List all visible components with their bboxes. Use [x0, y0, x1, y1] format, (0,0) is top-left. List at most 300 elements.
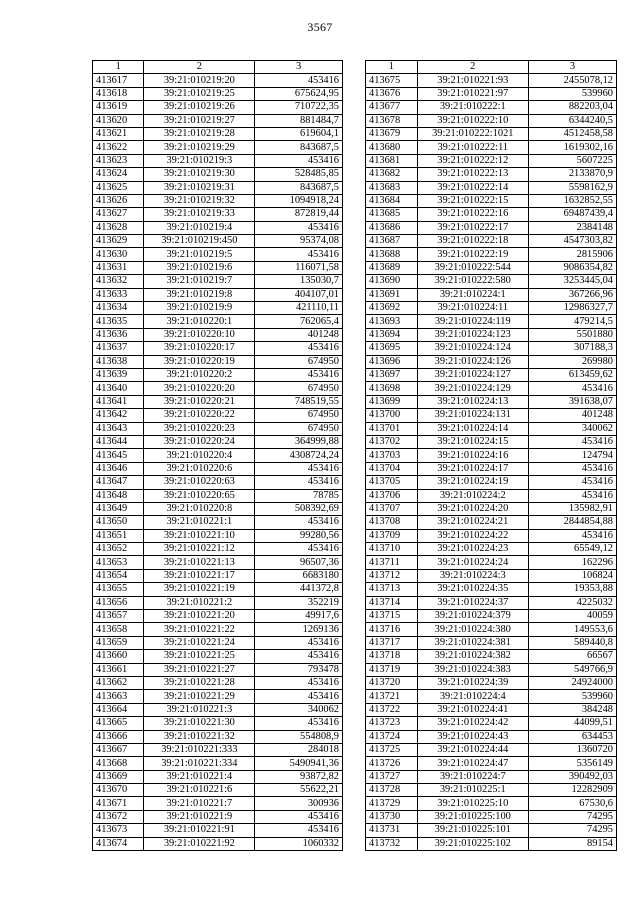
row-number-cell: 413709 — [366, 529, 418, 542]
cadastral-number-cell: 39:21:010224:13 — [417, 395, 528, 408]
cadastral-number-cell: 39:21:010224:16 — [417, 449, 528, 462]
cadastral-number-cell: 39:21:010224:124 — [417, 342, 528, 355]
cadastral-number-cell: 39:21:010221:1 — [144, 516, 255, 529]
row-number-cell: 413719 — [366, 663, 418, 676]
row-number-cell: 413646 — [93, 462, 144, 475]
table-row — [93, 168, 343, 181]
row-number-cell: 413724 — [366, 730, 418, 743]
table-row — [366, 516, 617, 529]
row-number-cell: 413634 — [93, 302, 144, 315]
table-row — [366, 610, 617, 623]
row-number-cell: 413661 — [93, 663, 144, 676]
cadastral-number-cell: 39:21:010222:580 — [417, 275, 528, 288]
table-row — [366, 583, 617, 596]
row-number-cell: 413657 — [93, 610, 144, 623]
cadastral-number-cell: 39:21:010222:19 — [417, 248, 528, 261]
table-row — [93, 810, 343, 823]
cadastral-number-cell: 39:21:010219:450 — [144, 235, 255, 248]
cadastral-number-cell: 39:21:010224:41 — [417, 703, 528, 716]
cadastral-number-cell: 39:21:010219:29 — [144, 141, 255, 154]
value-cell: 748519,55 — [255, 395, 343, 408]
row-number-cell: 413618 — [93, 87, 144, 100]
value-cell: 508392,69 — [255, 502, 343, 515]
cadastral-number-cell: 39:21:010221:24 — [144, 636, 255, 649]
cadastral-number-cell: 39:21:010220:2 — [144, 368, 255, 381]
value-cell: 67530,6 — [528, 797, 616, 810]
registry-table-left — [92, 60, 343, 851]
table-row — [93, 221, 343, 234]
value-cell: 1360720 — [528, 743, 616, 756]
cadastral-number-cell: 39:21:010224:129 — [417, 382, 528, 395]
row-number-cell: 413701 — [366, 422, 418, 435]
row-number-cell: 413695 — [366, 342, 418, 355]
table-row — [93, 690, 343, 703]
value-cell: 74295 — [528, 824, 616, 837]
cadastral-number-cell: 39:21:010224:21 — [417, 516, 528, 529]
cadastral-number-cell: 39:21:010225:100 — [417, 810, 528, 823]
row-number-cell: 413675 — [366, 74, 418, 87]
value-cell: 5356149 — [528, 757, 616, 770]
value-cell: 2384148 — [528, 221, 616, 234]
table-row — [93, 194, 343, 207]
row-number-cell: 413715 — [366, 610, 418, 623]
row-number-cell: 413704 — [366, 462, 418, 475]
value-cell: 710722,35 — [255, 101, 343, 114]
table-header-row — [93, 61, 343, 74]
row-number-cell: 413654 — [93, 569, 144, 582]
table-row — [366, 302, 617, 315]
value-cell: 404107,01 — [255, 288, 343, 301]
table-row — [93, 302, 343, 315]
column-header-2: 2 — [144, 61, 255, 74]
value-cell: 66567 — [528, 650, 616, 663]
value-cell: 453416 — [528, 489, 616, 502]
cadastral-number-cell: 39:21:010221:334 — [144, 757, 255, 770]
table-row — [93, 208, 343, 221]
cadastral-number-cell: 39:21:010224:22 — [417, 529, 528, 542]
table-body-right — [366, 74, 617, 851]
table-row — [93, 489, 343, 502]
column-header-1: 1 — [366, 61, 418, 74]
table-row — [93, 476, 343, 489]
row-number-cell: 413637 — [93, 342, 144, 355]
row-number-cell: 413641 — [93, 395, 144, 408]
table-row — [366, 650, 617, 663]
table-row — [366, 569, 617, 582]
table-row — [366, 355, 617, 368]
value-cell: 453416 — [255, 516, 343, 529]
row-number-cell: 413686 — [366, 221, 418, 234]
value-cell: 384248 — [528, 703, 616, 716]
row-number-cell: 413647 — [93, 476, 144, 489]
table-row — [366, 168, 617, 181]
cadastral-number-cell: 39:21:010222:10 — [417, 114, 528, 127]
cadastral-number-cell: 39:21:010220:10 — [144, 328, 255, 341]
row-number-cell: 413694 — [366, 328, 418, 341]
table-row — [366, 409, 617, 422]
cadastral-number-cell: 39:21:010220:20 — [144, 382, 255, 395]
cadastral-number-cell: 39:21:010221:6 — [144, 784, 255, 797]
column-header-3: 3 — [255, 61, 343, 74]
cadastral-number-cell: 39:21:010225:101 — [417, 824, 528, 837]
cadastral-number-cell: 39:21:010224:3 — [417, 569, 528, 582]
cadastral-number-cell: 39:21:010224:379 — [417, 610, 528, 623]
value-cell: 453416 — [528, 435, 616, 448]
value-cell: 453416 — [255, 636, 343, 649]
row-number-cell: 413705 — [366, 476, 418, 489]
row-number-cell: 413625 — [93, 181, 144, 194]
table-row — [93, 743, 343, 756]
cadastral-number-cell: 39:21:010221:12 — [144, 543, 255, 556]
value-cell: 528485,85 — [255, 168, 343, 181]
table-row — [366, 101, 617, 114]
value-cell: 96507,36 — [255, 556, 343, 569]
table-row — [366, 261, 617, 274]
row-number-cell: 413691 — [366, 288, 418, 301]
value-cell: 589440,8 — [528, 636, 616, 649]
cadastral-number-cell: 39:21:010224:15 — [417, 435, 528, 448]
table-row — [93, 422, 343, 435]
cadastral-number-cell: 39:21:010221:3 — [144, 703, 255, 716]
cadastral-number-cell: 39:21:010224:20 — [417, 502, 528, 515]
table-row — [366, 489, 617, 502]
cadastral-number-cell: 39:21:010220:24 — [144, 435, 255, 448]
value-cell: 453416 — [255, 74, 343, 87]
value-cell: 6344240,5 — [528, 114, 616, 127]
table-row — [93, 636, 343, 649]
value-cell: 307188,3 — [528, 342, 616, 355]
table-row — [366, 208, 617, 221]
row-number-cell: 413631 — [93, 261, 144, 274]
row-number-cell: 413713 — [366, 583, 418, 596]
cadastral-number-cell: 39:21:010221:4 — [144, 770, 255, 783]
cadastral-number-cell: 39:21:010224:24 — [417, 556, 528, 569]
value-cell: 479214,5 — [528, 315, 616, 328]
value-cell: 453416 — [255, 810, 343, 823]
table-row — [93, 543, 343, 556]
value-cell: 453416 — [255, 221, 343, 234]
table-row — [366, 797, 617, 810]
table-row — [366, 74, 617, 87]
value-cell: 453416 — [255, 476, 343, 489]
value-cell: 78785 — [255, 489, 343, 502]
cadastral-number-cell: 39:21:010225:10 — [417, 797, 528, 810]
cadastral-number-cell: 39:21:010224:382 — [417, 650, 528, 663]
value-cell: 401248 — [528, 409, 616, 422]
cadastral-number-cell: 39:21:010224:19 — [417, 476, 528, 489]
registry-table-right — [365, 60, 617, 851]
table-row — [366, 275, 617, 288]
row-number-cell: 413652 — [93, 543, 144, 556]
cadastral-number-cell: 39:21:010219:32 — [144, 194, 255, 207]
cadastral-number-cell: 39:21:010220:19 — [144, 355, 255, 368]
table-row — [366, 690, 617, 703]
value-cell: 453416 — [255, 676, 343, 689]
cadastral-number-cell: 39:21:010221:7 — [144, 797, 255, 810]
table-row — [366, 221, 617, 234]
row-number-cell: 413683 — [366, 181, 418, 194]
value-cell: 1060332 — [255, 837, 343, 850]
value-cell: 872819,44 — [255, 208, 343, 221]
value-cell: 453416 — [255, 462, 343, 475]
value-cell: 300936 — [255, 797, 343, 810]
table-row — [93, 382, 343, 395]
row-number-cell: 413627 — [93, 208, 144, 221]
row-number-cell: 413688 — [366, 248, 418, 261]
row-number-cell: 413711 — [366, 556, 418, 569]
value-cell: 453416 — [255, 650, 343, 663]
row-number-cell: 413685 — [366, 208, 418, 221]
row-number-cell: 413687 — [366, 235, 418, 248]
row-number-cell: 413620 — [93, 114, 144, 127]
cadastral-number-cell: 39:21:010224:39 — [417, 676, 528, 689]
table-row — [366, 342, 617, 355]
value-cell: 453416 — [255, 342, 343, 355]
table-row — [366, 141, 617, 154]
value-cell: 69487439,4 — [528, 208, 616, 221]
row-number-cell: 413710 — [366, 543, 418, 556]
value-cell: 5598162,9 — [528, 181, 616, 194]
value-cell: 793478 — [255, 663, 343, 676]
row-number-cell: 413702 — [366, 435, 418, 448]
cadastral-number-cell: 39:21:010221:25 — [144, 650, 255, 663]
cadastral-number-cell: 39:21:010221:17 — [144, 569, 255, 582]
table-row — [366, 154, 617, 167]
table-row — [93, 556, 343, 569]
table-row — [93, 730, 343, 743]
row-number-cell: 413653 — [93, 556, 144, 569]
row-number-cell: 413626 — [93, 194, 144, 207]
value-cell: 352219 — [255, 596, 343, 609]
value-cell: 4547303,82 — [528, 235, 616, 248]
value-cell: 453416 — [528, 462, 616, 475]
value-cell: 391638,07 — [528, 395, 616, 408]
value-cell: 74295 — [528, 810, 616, 823]
cadastral-number-cell: 39:21:010221:91 — [144, 824, 255, 837]
cadastral-number-cell: 39:21:010220:4 — [144, 449, 255, 462]
column-header-2: 2 — [417, 61, 528, 74]
cadastral-number-cell: 39:21:010222:13 — [417, 168, 528, 181]
table-row — [366, 757, 617, 770]
row-number-cell: 413669 — [93, 770, 144, 783]
row-number-cell: 413621 — [93, 127, 144, 140]
table-row — [366, 248, 617, 261]
cadastral-number-cell: 39:21:010224:7 — [417, 770, 528, 783]
cadastral-number-cell: 39:21:010224:383 — [417, 663, 528, 676]
row-number-cell: 413682 — [366, 168, 418, 181]
value-cell: 135030,7 — [255, 275, 343, 288]
value-cell: 6683180 — [255, 569, 343, 582]
table-row — [93, 328, 343, 341]
table-row — [93, 663, 343, 676]
table-row — [93, 703, 343, 716]
cadastral-number-cell: 39:21:010222:544 — [417, 261, 528, 274]
table-row — [366, 502, 617, 515]
value-cell: 93872,82 — [255, 770, 343, 783]
table-row — [93, 516, 343, 529]
row-number-cell: 413656 — [93, 596, 144, 609]
table-row — [93, 342, 343, 355]
cadastral-number-cell: 39:21:010219:5 — [144, 248, 255, 261]
value-cell: 367266,96 — [528, 288, 616, 301]
row-number-cell: 413667 — [93, 743, 144, 756]
cadastral-number-cell: 39:21:010221:2 — [144, 596, 255, 609]
table-row — [93, 315, 343, 328]
cadastral-number-cell: 39:21:010222:17 — [417, 221, 528, 234]
cadastral-number-cell: 39:21:010224:127 — [417, 368, 528, 381]
row-number-cell: 413650 — [93, 516, 144, 529]
value-cell: 5501880 — [528, 328, 616, 341]
cadastral-number-cell: 39:21:010224:119 — [417, 315, 528, 328]
value-cell: 882203,04 — [528, 101, 616, 114]
table-row — [93, 797, 343, 810]
row-number-cell: 413651 — [93, 529, 144, 542]
cadastral-number-cell: 39:21:010221:28 — [144, 676, 255, 689]
cadastral-number-cell: 39:21:010224:381 — [417, 636, 528, 649]
row-number-cell: 413721 — [366, 690, 418, 703]
row-number-cell: 413674 — [93, 837, 144, 850]
table-row — [366, 663, 617, 676]
row-number-cell: 413677 — [366, 101, 418, 114]
table-row — [93, 275, 343, 288]
value-cell: 2455078,12 — [528, 74, 616, 87]
row-number-cell: 413630 — [93, 248, 144, 261]
cadastral-number-cell: 39:21:010221:13 — [144, 556, 255, 569]
row-number-cell: 413707 — [366, 502, 418, 515]
cadastral-number-cell: 39:21:010219:27 — [144, 114, 255, 127]
table-row — [93, 127, 343, 140]
cadastral-number-cell: 39:21:010220:8 — [144, 502, 255, 515]
table-header-row — [366, 61, 617, 74]
table-row — [366, 717, 617, 730]
row-number-cell: 413717 — [366, 636, 418, 649]
value-cell: 1632852,55 — [528, 194, 616, 207]
table-row — [366, 784, 617, 797]
value-cell: 340062 — [255, 703, 343, 716]
table-row — [93, 529, 343, 542]
row-number-cell: 413699 — [366, 395, 418, 408]
table-row — [93, 235, 343, 248]
row-number-cell: 413663 — [93, 690, 144, 703]
cadastral-number-cell: 39:21:010224:126 — [417, 355, 528, 368]
cadastral-number-cell: 39:21:010222:11 — [417, 141, 528, 154]
row-number-cell: 413689 — [366, 261, 418, 274]
table-row — [93, 596, 343, 609]
value-cell: 453416 — [528, 476, 616, 489]
row-number-cell: 413722 — [366, 703, 418, 716]
cadastral-number-cell: 39:21:010219:30 — [144, 168, 255, 181]
row-number-cell: 413696 — [366, 355, 418, 368]
table-row — [366, 435, 617, 448]
value-cell: 116071,58 — [255, 261, 343, 274]
table-row — [93, 462, 343, 475]
value-cell: 390492,03 — [528, 770, 616, 783]
cadastral-number-cell: 39:21:010222:16 — [417, 208, 528, 221]
row-number-cell: 413698 — [366, 382, 418, 395]
value-cell: 453416 — [255, 717, 343, 730]
row-number-cell: 413649 — [93, 502, 144, 515]
value-cell: 2815906 — [528, 248, 616, 261]
row-number-cell: 413633 — [93, 288, 144, 301]
table-row — [366, 449, 617, 462]
table-row — [366, 382, 617, 395]
value-cell: 89154 — [528, 837, 616, 850]
cadastral-number-cell: 39:21:010224:14 — [417, 422, 528, 435]
row-number-cell: 413619 — [93, 101, 144, 114]
value-cell: 401248 — [255, 328, 343, 341]
row-number-cell: 413664 — [93, 703, 144, 716]
cadastral-number-cell: 39:21:010219:33 — [144, 208, 255, 221]
table-row — [366, 529, 617, 542]
row-number-cell: 413660 — [93, 650, 144, 663]
cadastral-number-cell: 39:21:010221:97 — [417, 87, 528, 100]
row-number-cell: 413638 — [93, 355, 144, 368]
value-cell: 539960 — [528, 87, 616, 100]
row-number-cell: 413632 — [93, 275, 144, 288]
value-cell: 675624,95 — [255, 87, 343, 100]
row-number-cell: 413659 — [93, 636, 144, 649]
cadastral-number-cell: 39:21:010219:26 — [144, 101, 255, 114]
value-cell: 1094918,24 — [255, 194, 343, 207]
value-cell: 843687,5 — [255, 181, 343, 194]
table-row — [93, 676, 343, 689]
cadastral-number-cell: 39:21:010219:8 — [144, 288, 255, 301]
cadastral-number-cell: 39:21:010224:11 — [417, 302, 528, 315]
cadastral-number-cell: 39:21:010224:17 — [417, 462, 528, 475]
row-number-cell: 413731 — [366, 824, 418, 837]
table-row — [93, 784, 343, 797]
row-number-cell: 413666 — [93, 730, 144, 743]
cadastral-number-cell: 39:21:010221:10 — [144, 529, 255, 542]
row-number-cell: 413635 — [93, 315, 144, 328]
value-cell: 5607225 — [528, 154, 616, 167]
table-row — [366, 235, 617, 248]
value-cell: 619604,1 — [255, 127, 343, 140]
table-row — [366, 462, 617, 475]
value-cell: 421110,11 — [255, 302, 343, 315]
value-cell: 674950 — [255, 382, 343, 395]
value-cell: 106824 — [528, 569, 616, 582]
table-row — [366, 743, 617, 756]
cadastral-number-cell: 39:21:010222:1021 — [417, 127, 528, 140]
value-cell: 3253445,04 — [528, 275, 616, 288]
value-cell: 65549,12 — [528, 543, 616, 556]
table-row — [93, 770, 343, 783]
table-row — [93, 395, 343, 408]
value-cell: 340062 — [528, 422, 616, 435]
table-row — [93, 87, 343, 100]
cadastral-number-cell: 39:21:010220:65 — [144, 489, 255, 502]
value-cell: 634453 — [528, 730, 616, 743]
cadastral-number-cell: 39:21:010221:32 — [144, 730, 255, 743]
cadastral-number-cell: 39:21:010220:63 — [144, 476, 255, 489]
table-row — [93, 288, 343, 301]
cadastral-number-cell: 39:21:010224:380 — [417, 623, 528, 636]
row-number-cell: 413692 — [366, 302, 418, 315]
table-row — [93, 449, 343, 462]
table-row — [366, 328, 617, 341]
cadastral-number-cell: 39:21:010224:44 — [417, 743, 528, 756]
table-row — [366, 315, 617, 328]
value-cell: 284018 — [255, 743, 343, 756]
value-cell: 441372,8 — [255, 583, 343, 596]
cadastral-number-cell: 39:21:010224:23 — [417, 543, 528, 556]
row-number-cell: 413716 — [366, 623, 418, 636]
value-cell: 162296 — [528, 556, 616, 569]
table-row — [366, 636, 617, 649]
table-row — [93, 502, 343, 515]
value-cell: 453416 — [528, 529, 616, 542]
